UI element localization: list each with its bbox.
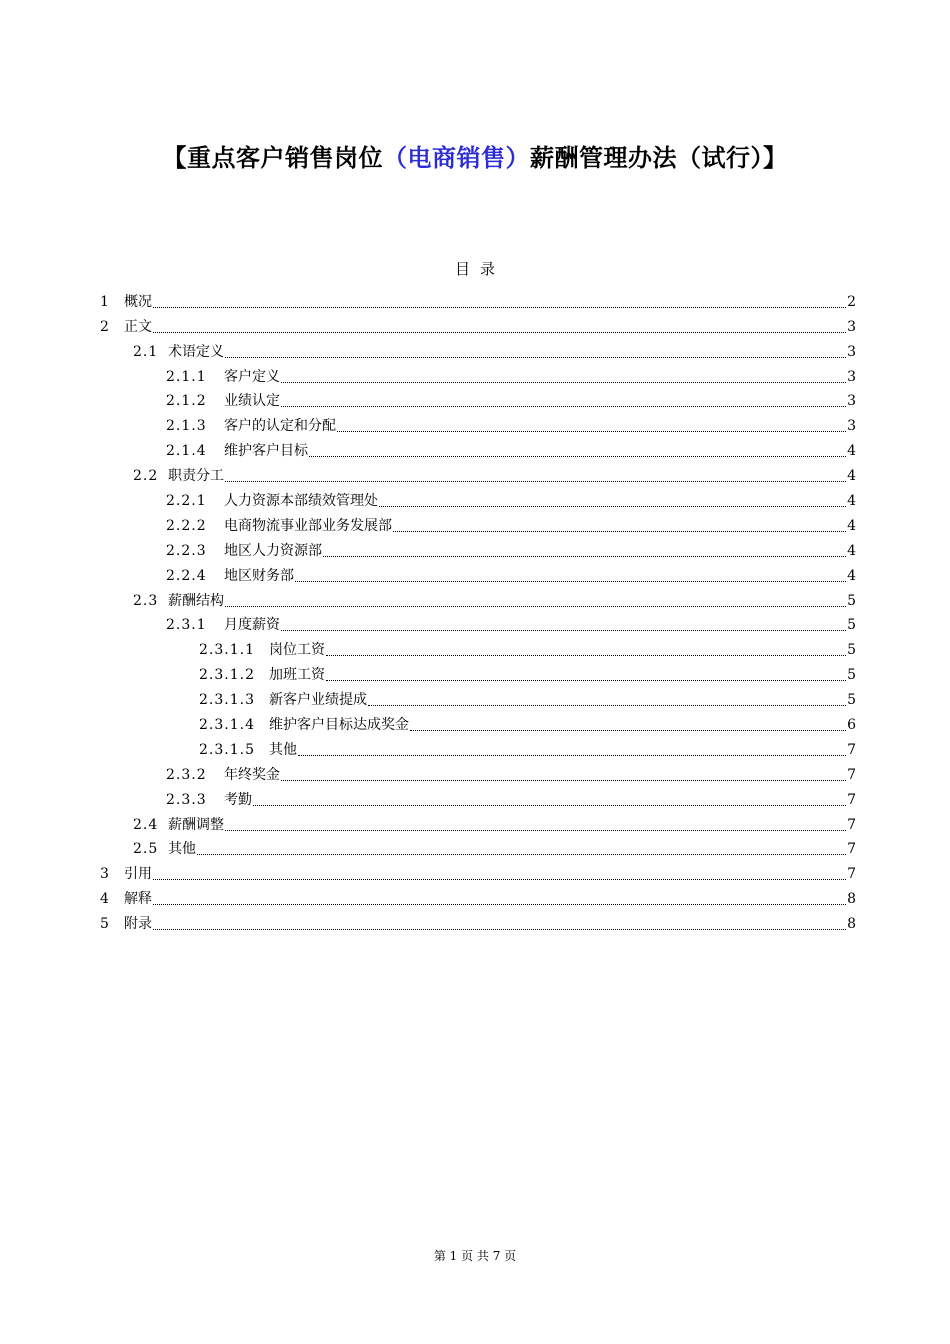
toc-entry-label: 其他 — [269, 741, 297, 758]
toc-entry-label: 年终奖金 — [224, 766, 280, 783]
toc-entry-page: 4 — [847, 517, 856, 534]
toc-entry-label: 月度薪资 — [224, 617, 280, 634]
toc-entry-label: 引用 — [124, 866, 152, 883]
toc-entry-number: 2.1.4 — [166, 443, 207, 460]
toc-entry-number: 2.1 — [133, 343, 159, 360]
toc-entry-label: 维护客户目标 — [224, 443, 308, 460]
toc-entry-page: 5 — [847, 617, 856, 634]
toc-entry-number: 2.3 — [133, 592, 159, 609]
toc-entry-number: 5 — [100, 916, 110, 933]
toc-entry[interactable] — [100, 364, 856, 389]
toc-entry-page: 7 — [847, 816, 856, 833]
toc-entry-number: 2.3.1.2 — [199, 667, 255, 684]
toc-entry-number: 2.3.1.5 — [199, 741, 255, 758]
toc-entry-page: 6 — [847, 717, 856, 734]
toc-entry-page: 4 — [847, 493, 856, 510]
toc-entry-number: 2.3.1 — [166, 617, 207, 634]
toc-entry-page: 5 — [847, 592, 856, 609]
toc-entry-label: 岗位工资 — [269, 642, 325, 659]
toc-leader-dots — [309, 455, 846, 457]
toc-entry-label: 术语定义 — [168, 343, 224, 360]
toc-entry-page: 7 — [847, 866, 856, 883]
toc-leader-dots — [379, 505, 846, 507]
toc-entry[interactable] — [100, 438, 856, 463]
toc-entry-number: 2.3.3 — [166, 791, 207, 808]
toc-entry[interactable] — [100, 488, 856, 513]
toc-entry-label: 职责分工 — [168, 468, 224, 485]
toc-entry-label: 其他 — [168, 841, 196, 858]
toc-entry-label: 薪酬结构 — [168, 592, 224, 609]
toc-leader-dots — [323, 555, 846, 557]
toc-entry-number: 2.2 — [133, 468, 159, 485]
toc-leader-dots — [410, 729, 846, 731]
toc-entry-page: 4 — [847, 443, 856, 460]
toc-entry-number: 2 — [100, 318, 110, 335]
toc-entry[interactable] — [100, 911, 856, 936]
toc-entry-page: 7 — [847, 766, 856, 783]
toc-entry-number: 2.5 — [133, 841, 159, 858]
toc-entry-number: 2.4 — [133, 816, 159, 833]
toc-entry-page: 7 — [847, 791, 856, 808]
toc-entry-label: 概况 — [124, 293, 152, 310]
toc-heading: 目录 — [454, 260, 505, 278]
toc-leader-dots — [337, 430, 846, 432]
toc-entry-page: 8 — [847, 916, 856, 933]
toc-entry[interactable] — [100, 613, 856, 638]
toc-entry[interactable] — [100, 289, 856, 314]
toc-entry[interactable] — [100, 563, 856, 588]
toc-leader-dots — [153, 331, 846, 333]
toc-entry-label: 解释 — [124, 891, 152, 908]
toc-entry-number: 2.3.1.1 — [199, 642, 255, 659]
toc-entry[interactable] — [100, 314, 856, 339]
toc-entry-label: 加班工资 — [269, 667, 325, 684]
toc-leader-dots — [281, 405, 846, 407]
toc-leader-dots — [281, 779, 846, 781]
document-title — [0, 138, 950, 173]
toc-entry[interactable] — [100, 413, 856, 438]
toc-entry[interactable] — [100, 513, 856, 538]
toc-entry-number: 2.3.1.3 — [199, 692, 255, 709]
toc-entry-page: 4 — [847, 567, 856, 584]
toc-entry-page: 5 — [847, 692, 856, 709]
toc-leader-dots — [153, 306, 846, 308]
toc-leader-dots — [225, 356, 846, 358]
toc-entry[interactable] — [100, 861, 856, 886]
toc-entry[interactable] — [100, 886, 856, 911]
toc-entry[interactable] — [100, 837, 856, 862]
toc-entry-page: 3 — [847, 393, 856, 410]
title-suffix: 薪酬管理办法（试行）】 — [530, 144, 788, 172]
toc-entry-page: 4 — [847, 468, 856, 485]
title-highlight: （电商销售） — [383, 144, 530, 172]
toc-entry[interactable] — [100, 687, 856, 712]
toc-entry-page: 7 — [847, 841, 856, 858]
toc-entry-number: 3 — [100, 866, 110, 883]
toc-entry-number: 2.2.2 — [166, 517, 207, 534]
toc-entry-label: 正文 — [124, 318, 152, 335]
toc-leader-dots — [368, 704, 846, 706]
toc-leader-dots — [281, 629, 846, 631]
toc-leader-dots — [393, 530, 846, 532]
toc-entry-number: 2.1.3 — [166, 418, 207, 435]
toc-entry-number: 4 — [100, 891, 110, 908]
toc-entry[interactable] — [100, 762, 856, 787]
toc-entry[interactable] — [100, 339, 856, 364]
toc-leader-dots — [281, 381, 846, 383]
toc-entry-label: 业绩认定 — [224, 393, 280, 410]
toc-entry[interactable] — [100, 538, 856, 563]
toc-entry-page: 5 — [847, 642, 856, 659]
toc-entry-page: 3 — [847, 318, 856, 335]
toc-leader-dots — [153, 878, 846, 880]
toc-entry-number: 2.2.3 — [166, 542, 207, 559]
toc-entry-page: 3 — [847, 418, 856, 435]
toc-entry-number: 2.2.4 — [166, 567, 207, 584]
toc-entry-label: 地区人力资源部 — [224, 542, 322, 559]
toc-entry-page: 7 — [847, 741, 856, 758]
toc-leader-dots — [295, 580, 846, 582]
toc-leader-dots — [153, 903, 846, 905]
toc-entry-page: 3 — [847, 368, 856, 385]
toc-entry-number: 2.3.1.4 — [199, 717, 255, 734]
toc-entry-label: 附录 — [124, 916, 152, 933]
toc-entry-label: 考勤 — [224, 791, 252, 808]
toc-entry-label: 地区财务部 — [224, 567, 294, 584]
toc-leader-dots — [253, 804, 846, 806]
toc-entry-label: 维护客户目标达成奖金 — [269, 717, 409, 734]
toc-entry-page: 4 — [847, 542, 856, 559]
toc-leader-dots — [326, 679, 846, 681]
toc-leader-dots — [326, 654, 846, 656]
toc-entry[interactable] — [100, 812, 856, 837]
toc-entry[interactable] — [100, 637, 856, 662]
title-prefix: 【重点客户销售岗位 — [162, 144, 383, 172]
toc-leader-dots — [225, 605, 846, 607]
toc-entry-page: 2 — [847, 293, 856, 310]
toc-leader-dots — [197, 853, 846, 855]
toc-entry[interactable] — [100, 712, 856, 737]
toc-entry[interactable] — [100, 737, 856, 762]
toc-entry[interactable] — [100, 588, 856, 613]
toc-entry-label: 薪酬调整 — [168, 816, 224, 833]
toc-entry-number: 2.3.2 — [166, 766, 207, 783]
toc-entry[interactable] — [100, 389, 856, 414]
toc-entry-label: 客户定义 — [224, 368, 280, 385]
toc-entry-page: 3 — [847, 343, 856, 360]
toc-entry-number: 2.2.1 — [166, 493, 207, 510]
toc-entry[interactable] — [100, 787, 856, 812]
toc-leader-dots — [153, 928, 846, 930]
toc-entry-page: 5 — [847, 667, 856, 684]
toc-entry-label: 电商物流事业部业务发展部 — [224, 517, 392, 534]
page-footer: 第 1 页 共 7 页 — [433, 1249, 517, 1263]
toc-entry-number: 2.1.2 — [166, 393, 207, 410]
table-of-contents — [100, 289, 856, 936]
toc-entry-page: 8 — [847, 891, 856, 908]
toc-entry-label: 客户的认定和分配 — [224, 418, 336, 435]
toc-leader-dots — [225, 480, 846, 482]
toc-entry-label: 人力资源本部绩效管理处 — [224, 493, 378, 510]
toc-entry[interactable] — [100, 463, 856, 488]
toc-entry[interactable] — [100, 662, 856, 687]
toc-entry-number: 1 — [100, 293, 110, 310]
toc-entry-number: 2.1.1 — [166, 368, 207, 385]
toc-leader-dots — [298, 754, 846, 756]
toc-entry-label: 新客户业绩提成 — [269, 692, 367, 709]
toc-leader-dots — [225, 829, 846, 831]
